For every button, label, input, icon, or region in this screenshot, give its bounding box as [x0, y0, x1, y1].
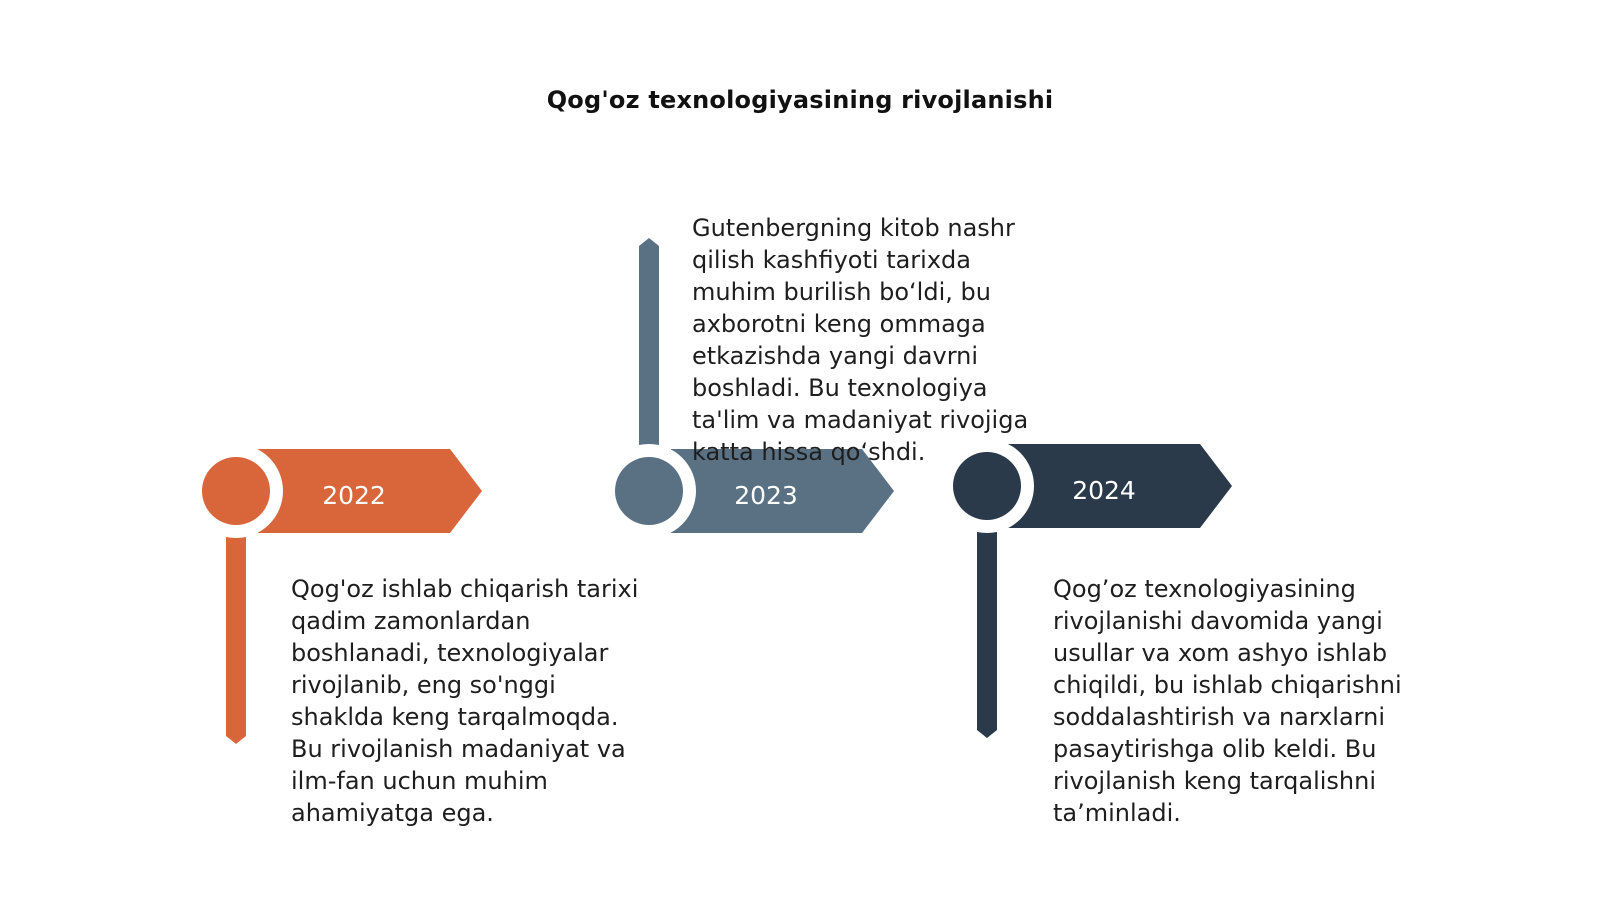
page-title: Qog'oz texnologiyasining rivojlanishi: [546, 86, 1054, 114]
connector-line-2023: [639, 246, 659, 446]
milestone-description-2023: Gutenbergning kitob nashr qilish kashfiyoti tarixda muhim burilish bo‘ldi, bu axborotni keng ommaga etkazishda yangi davrni boshladi. Bu texnologiya ta'lim va madaniyat rivojiga katta hissa qo‘shdi.: [692, 214, 1029, 466]
year-label-2024: 2024: [1072, 476, 1136, 505]
milestone-description-2024: Qog’oz texnologiyasining rivojlanishi davomida yangi usullar va xom ashyo ishlab chiqildi, bu ishlab chiqarishni soddalashtirish va narxlarni pasaytirishga olib keldi. Bu rivojlanish keng tarqalishni ta’minladi.: [1053, 575, 1402, 827]
connector-tip-2022: [226, 736, 246, 744]
connector-tip-2023: [639, 238, 659, 246]
year-label-2023: 2023: [734, 481, 798, 510]
connector-line-2024: [977, 530, 997, 730]
connector-line-2022: [226, 536, 246, 736]
node-circle-2023: [615, 457, 683, 525]
year-label-2022: 2022: [322, 481, 386, 510]
milestone-description-2022: Qog'oz ishlab chiqarish tarixi qadim zamonlardan boshlanadi, texnologiyalar rivojlanib, eng so'nggi shaklda keng tarqalmoqda. Bu rivojlanish madaniyat va ilm-fan uchun muhim ahamiyatga ega.: [291, 575, 639, 827]
connector-tip-2024: [977, 730, 997, 738]
node-circle-2022: [202, 457, 270, 525]
